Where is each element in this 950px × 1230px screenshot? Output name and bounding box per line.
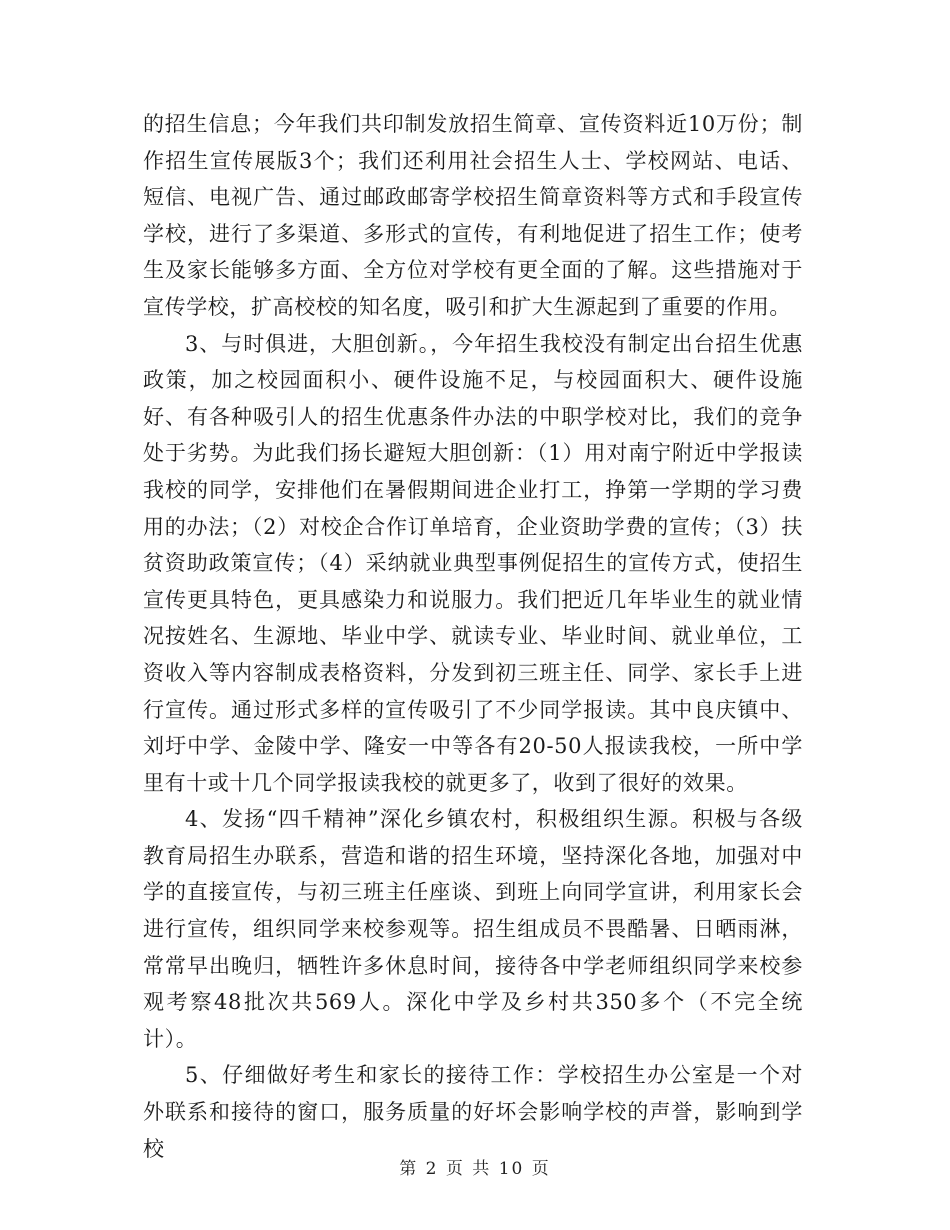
paragraph-continuation: 的招生信息；今年我们共印制发放招生简章、宣传资料近10万份；制作招生宣传展版3个；我们还利用社会招生人士、学校网站、电话、短信、电视广告、通过邮政邮寄学校招生简章资料等方式和手段宣传学校，进行了多渠道、多形式的宣传，有利地促进了招生工作；使考生及家长能够多方面、全方位对学校有更全面的了解。这些措施对于宣传学校，扩高校校的知名度，吸引和扩大生源起到了重要的作用。 <box>143 112 803 319</box>
document-body <box>143 106 803 1167</box>
paragraph-item-3: 3、与时俱进，大胆创新。，今年招生我校没有制定出台招生优惠政策，加之校园面积小、硬件设施不足，与校园面积大、硬件设施好、有各种吸引人的招生优惠条件办法的中职学校对比，我们的竞争处于劣势。为此我们扬长避短大胆创新：（1）用对南宁附近中学报读我校的同学，安排他们在暑假期间进企业打工，挣第一学期的学习费用的办法；（2）对校企合作订单培育，企业资助学费的宣传；（3）扶贫资助政策宣传；（4）采纳就业典型事例促招生的宣传方式，使招生宣传更具特色，更具感染力和说服力。我们把近几年毕业生的就业情况按姓名、生源地、毕业中学、就读专业、毕业时间、就业单位，工资收入等内容制成表格资料，分发到初三班主任、同学、家长手上进行宣传。通过形式多样的宣传吸引了不少同学报读。其中良庆镇中、刘圩中学、金陵中学、隆安一中等各有20-50人报读我校，一所中学里有十或十几个同学报读我校的就更多了，收到了很好的效果。 <box>143 331 803 795</box>
paragraph-item-5: 5、仔细做好考生和家长的接待工作：学校招生办公室是一个对外联系和接待的窗口，服务质量的好坏会影响学校的声誉，影响到学校 <box>143 1063 803 1161</box>
paragraph-item-4: 4、发扬“四千精神”深化乡镇农村，积极组织生源。积极与各级教育局招生办联系，营造和谐的招生环境，坚持深化各地，加强对中学的直接宣传，与初三班主任座谈、到班上向同学宣讲，利用家长会进行宣传，组织同学来校参观等。招生组成员不畏酷暑、日晒雨淋，常常早出晚归，牺牲许多休息时间，接待各中学老师组织同学来校参观考察48批次共569人。深化中学及乡村共350多个（不完全统计）。 <box>143 807 803 1051</box>
page-footer <box>0 1154 950 1179</box>
page-number: 第 2 页 共 10 页 <box>399 1159 551 1179</box>
